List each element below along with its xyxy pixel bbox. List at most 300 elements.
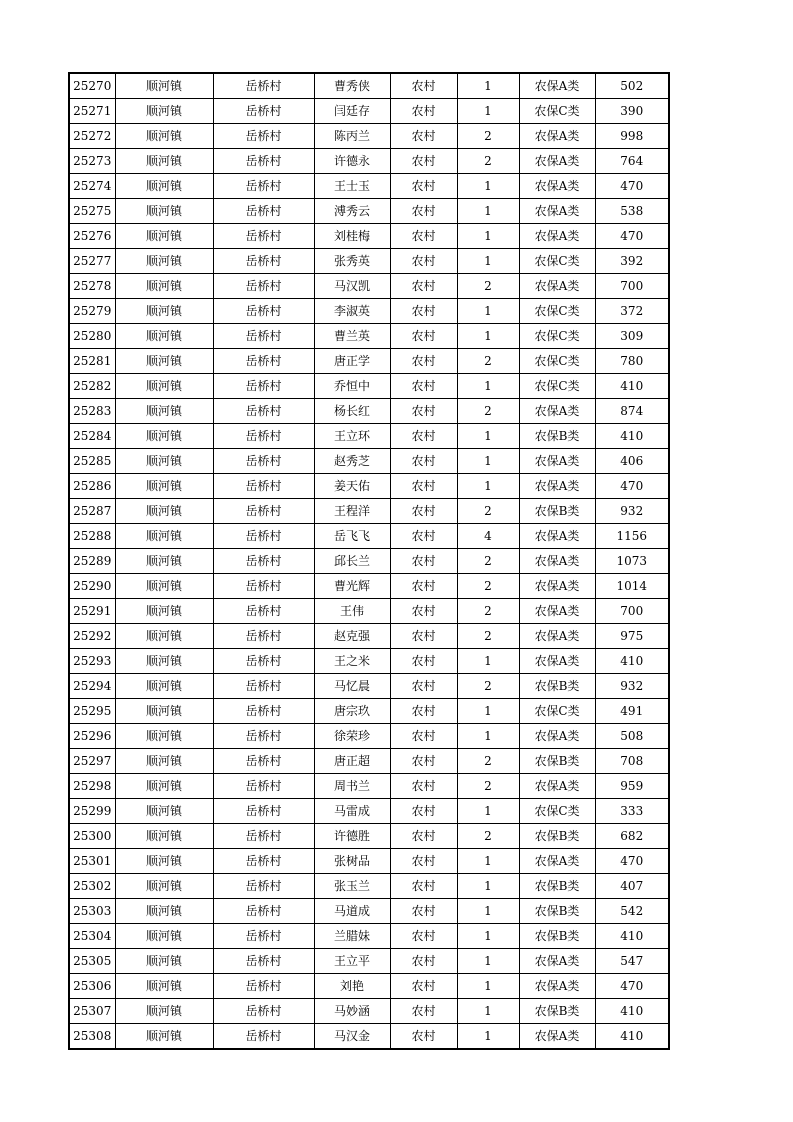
table-row xyxy=(69,249,669,274)
name-cell: 王立环 xyxy=(314,424,390,449)
town-cell: 顺河镇 xyxy=(115,174,213,199)
town-cell: 顺河镇 xyxy=(115,749,213,774)
amount-cell: 470 xyxy=(595,849,669,874)
category-cell: 农保B类 xyxy=(519,674,595,699)
amount-cell: 780 xyxy=(595,349,669,374)
village-cell: 岳桥村 xyxy=(213,99,314,124)
serial-cell: 25275 xyxy=(69,199,115,224)
table-row xyxy=(69,824,669,849)
name-cell: 杨长红 xyxy=(314,399,390,424)
town-cell: 顺河镇 xyxy=(115,874,213,899)
name-cell: 马汉凯 xyxy=(314,274,390,299)
village-cell: 岳桥村 xyxy=(213,974,314,999)
amount-cell: 1156 xyxy=(595,524,669,549)
table-row xyxy=(69,924,669,949)
table-row xyxy=(69,574,669,599)
town-cell: 顺河镇 xyxy=(115,149,213,174)
category-cell: 农保A类 xyxy=(519,224,595,249)
category-cell: 农保A类 xyxy=(519,649,595,674)
member-count-cell: 2 xyxy=(457,574,519,599)
village-cell: 岳桥村 xyxy=(213,249,314,274)
member-count-cell: 2 xyxy=(457,399,519,424)
name-cell: 唐正学 xyxy=(314,349,390,374)
category-cell: 农保A类 xyxy=(519,199,595,224)
name-cell: 溥秀云 xyxy=(314,199,390,224)
amount-cell: 390 xyxy=(595,99,669,124)
name-cell: 张玉兰 xyxy=(314,874,390,899)
member-count-cell: 1 xyxy=(457,849,519,874)
name-cell: 张秀英 xyxy=(314,249,390,274)
member-count-cell: 1 xyxy=(457,199,519,224)
amount-cell: 700 xyxy=(595,599,669,624)
household-type-cell: 农村 xyxy=(390,274,457,299)
name-cell: 周书兰 xyxy=(314,774,390,799)
member-count-cell: 2 xyxy=(457,674,519,699)
household-type-cell: 农村 xyxy=(390,524,457,549)
amount-cell: 975 xyxy=(595,624,669,649)
member-count-cell: 1 xyxy=(457,224,519,249)
name-cell: 李淑英 xyxy=(314,299,390,324)
town-cell: 顺河镇 xyxy=(115,849,213,874)
household-type-cell: 农村 xyxy=(390,474,457,499)
household-type-cell: 农村 xyxy=(390,974,457,999)
category-cell: 农保C类 xyxy=(519,324,595,349)
table-row xyxy=(69,149,669,174)
village-cell: 岳桥村 xyxy=(213,449,314,474)
village-cell: 岳桥村 xyxy=(213,474,314,499)
category-cell: 农保A类 xyxy=(519,149,595,174)
table-row xyxy=(69,449,669,474)
category-cell: 农保A类 xyxy=(519,449,595,474)
village-cell: 岳桥村 xyxy=(213,724,314,749)
amount-cell: 410 xyxy=(595,649,669,674)
category-cell: 农保C类 xyxy=(519,374,595,399)
member-count-cell: 1 xyxy=(457,799,519,824)
category-cell: 农保A类 xyxy=(519,574,595,599)
member-count-cell: 1 xyxy=(457,449,519,474)
category-cell: 农保A类 xyxy=(519,624,595,649)
name-cell: 赵克强 xyxy=(314,624,390,649)
village-cell: 岳桥村 xyxy=(213,849,314,874)
town-cell: 顺河镇 xyxy=(115,399,213,424)
household-type-cell: 农村 xyxy=(390,1024,457,1050)
table-row xyxy=(69,874,669,899)
member-count-cell: 2 xyxy=(457,774,519,799)
category-cell: 农保C类 xyxy=(519,299,595,324)
table-row xyxy=(69,274,669,299)
name-cell: 岳飞飞 xyxy=(314,524,390,549)
town-cell: 顺河镇 xyxy=(115,724,213,749)
table-row xyxy=(69,549,669,574)
town-cell: 顺河镇 xyxy=(115,899,213,924)
table-row xyxy=(69,674,669,699)
village-cell: 岳桥村 xyxy=(213,649,314,674)
table-row xyxy=(69,799,669,824)
village-cell: 岳桥村 xyxy=(213,824,314,849)
member-count-cell: 2 xyxy=(457,149,519,174)
serial-cell: 25295 xyxy=(69,699,115,724)
town-cell: 顺河镇 xyxy=(115,499,213,524)
village-cell: 岳桥村 xyxy=(213,774,314,799)
table-row xyxy=(69,224,669,249)
table-row xyxy=(69,299,669,324)
member-count-cell: 1 xyxy=(457,374,519,399)
name-cell: 马汉金 xyxy=(314,1024,390,1050)
serial-cell: 25293 xyxy=(69,649,115,674)
serial-cell: 25301 xyxy=(69,849,115,874)
household-type-cell: 农村 xyxy=(390,699,457,724)
member-count-cell: 2 xyxy=(457,499,519,524)
household-type-cell: 农村 xyxy=(390,424,457,449)
category-cell: 农保B类 xyxy=(519,424,595,449)
name-cell: 曹光辉 xyxy=(314,574,390,599)
household-type-cell: 农村 xyxy=(390,449,457,474)
household-type-cell: 农村 xyxy=(390,349,457,374)
town-cell: 顺河镇 xyxy=(115,274,213,299)
amount-cell: 333 xyxy=(595,799,669,824)
table-row xyxy=(69,399,669,424)
amount-cell: 470 xyxy=(595,474,669,499)
amount-cell: 406 xyxy=(595,449,669,474)
table-row xyxy=(69,599,669,624)
household-type-cell: 农村 xyxy=(390,624,457,649)
town-cell: 顺河镇 xyxy=(115,774,213,799)
member-count-cell: 1 xyxy=(457,299,519,324)
name-cell: 唐宗玖 xyxy=(314,699,390,724)
category-cell: 农保B类 xyxy=(519,749,595,774)
table-row xyxy=(69,774,669,799)
serial-cell: 25284 xyxy=(69,424,115,449)
amount-cell: 410 xyxy=(595,924,669,949)
table-row xyxy=(69,424,669,449)
amount-cell: 764 xyxy=(595,149,669,174)
member-count-cell: 1 xyxy=(457,174,519,199)
member-count-cell: 1 xyxy=(457,999,519,1024)
category-cell: 农保A类 xyxy=(519,1024,595,1050)
serial-cell: 25273 xyxy=(69,149,115,174)
household-type-cell: 农村 xyxy=(390,299,457,324)
table-row xyxy=(69,524,669,549)
town-cell: 顺河镇 xyxy=(115,324,213,349)
amount-cell: 998 xyxy=(595,124,669,149)
town-cell: 顺河镇 xyxy=(115,349,213,374)
town-cell: 顺河镇 xyxy=(115,374,213,399)
table-row xyxy=(69,899,669,924)
name-cell: 王士玉 xyxy=(314,174,390,199)
serial-cell: 25289 xyxy=(69,549,115,574)
town-cell: 顺河镇 xyxy=(115,249,213,274)
category-cell: 农保B类 xyxy=(519,874,595,899)
household-type-cell: 农村 xyxy=(390,99,457,124)
village-cell: 岳桥村 xyxy=(213,399,314,424)
village-cell: 岳桥村 xyxy=(213,149,314,174)
serial-cell: 25271 xyxy=(69,99,115,124)
member-count-cell: 2 xyxy=(457,624,519,649)
serial-cell: 25290 xyxy=(69,574,115,599)
household-type-cell: 农村 xyxy=(390,849,457,874)
category-cell: 农保B类 xyxy=(519,824,595,849)
name-cell: 马妙涵 xyxy=(314,999,390,1024)
amount-cell: 407 xyxy=(595,874,669,899)
amount-cell: 959 xyxy=(595,774,669,799)
serial-cell: 25281 xyxy=(69,349,115,374)
household-type-cell: 农村 xyxy=(390,574,457,599)
household-type-cell: 农村 xyxy=(390,174,457,199)
village-cell: 岳桥村 xyxy=(213,199,314,224)
serial-cell: 25296 xyxy=(69,724,115,749)
member-count-cell: 1 xyxy=(457,424,519,449)
amount-cell: 538 xyxy=(595,199,669,224)
village-cell: 岳桥村 xyxy=(213,524,314,549)
name-cell: 乔恒中 xyxy=(314,374,390,399)
village-cell: 岳桥村 xyxy=(213,274,314,299)
serial-cell: 25282 xyxy=(69,374,115,399)
name-cell: 邱长兰 xyxy=(314,549,390,574)
category-cell: 农保A类 xyxy=(519,549,595,574)
roster-body xyxy=(69,73,669,1049)
amount-cell: 932 xyxy=(595,674,669,699)
table-row xyxy=(69,374,669,399)
household-type-cell: 农村 xyxy=(390,149,457,174)
member-count-cell: 1 xyxy=(457,924,519,949)
table-row xyxy=(69,124,669,149)
town-cell: 顺河镇 xyxy=(115,799,213,824)
town-cell: 顺河镇 xyxy=(115,199,213,224)
member-count-cell: 1 xyxy=(457,724,519,749)
name-cell: 刘艳 xyxy=(314,974,390,999)
household-type-cell: 农村 xyxy=(390,724,457,749)
member-count-cell: 1 xyxy=(457,699,519,724)
village-cell: 岳桥村 xyxy=(213,424,314,449)
serial-cell: 25272 xyxy=(69,124,115,149)
serial-cell: 25278 xyxy=(69,274,115,299)
household-type-cell: 农村 xyxy=(390,999,457,1024)
town-cell: 顺河镇 xyxy=(115,449,213,474)
name-cell: 姜天佑 xyxy=(314,474,390,499)
serial-cell: 25304 xyxy=(69,924,115,949)
member-count-cell: 1 xyxy=(457,649,519,674)
household-type-cell: 农村 xyxy=(390,399,457,424)
serial-cell: 25299 xyxy=(69,799,115,824)
town-cell: 顺河镇 xyxy=(115,224,213,249)
category-cell: 农保B类 xyxy=(519,499,595,524)
category-cell: 农保A类 xyxy=(519,774,595,799)
household-type-cell: 农村 xyxy=(390,799,457,824)
amount-cell: 309 xyxy=(595,324,669,349)
amount-cell: 410 xyxy=(595,999,669,1024)
member-count-cell: 1 xyxy=(457,1024,519,1050)
amount-cell: 1073 xyxy=(595,549,669,574)
amount-cell: 470 xyxy=(595,174,669,199)
household-type-cell: 农村 xyxy=(390,199,457,224)
table-row xyxy=(69,849,669,874)
household-type-cell: 农村 xyxy=(390,324,457,349)
village-cell: 岳桥村 xyxy=(213,749,314,774)
town-cell: 顺河镇 xyxy=(115,299,213,324)
table-row xyxy=(69,949,669,974)
category-cell: 农保C类 xyxy=(519,99,595,124)
village-cell: 岳桥村 xyxy=(213,699,314,724)
serial-cell: 25303 xyxy=(69,899,115,924)
amount-cell: 682 xyxy=(595,824,669,849)
member-count-cell: 2 xyxy=(457,549,519,574)
member-count-cell: 1 xyxy=(457,899,519,924)
member-count-cell: 2 xyxy=(457,824,519,849)
serial-cell: 25294 xyxy=(69,674,115,699)
village-cell: 岳桥村 xyxy=(213,674,314,699)
amount-cell: 708 xyxy=(595,749,669,774)
serial-cell: 25285 xyxy=(69,449,115,474)
household-type-cell: 农村 xyxy=(390,599,457,624)
category-cell: 农保B类 xyxy=(519,999,595,1024)
village-cell: 岳桥村 xyxy=(213,999,314,1024)
serial-cell: 25287 xyxy=(69,499,115,524)
amount-cell: 502 xyxy=(595,73,669,99)
serial-cell: 25292 xyxy=(69,624,115,649)
village-cell: 岳桥村 xyxy=(213,574,314,599)
serial-cell: 25305 xyxy=(69,949,115,974)
name-cell: 王伟 xyxy=(314,599,390,624)
town-cell: 顺河镇 xyxy=(115,424,213,449)
village-cell: 岳桥村 xyxy=(213,374,314,399)
member-count-cell: 1 xyxy=(457,949,519,974)
village-cell: 岳桥村 xyxy=(213,324,314,349)
household-type-cell: 农村 xyxy=(390,899,457,924)
town-cell: 顺河镇 xyxy=(115,524,213,549)
member-count-cell: 1 xyxy=(457,99,519,124)
town-cell: 顺河镇 xyxy=(115,824,213,849)
category-cell: 农保B类 xyxy=(519,899,595,924)
category-cell: 农保A类 xyxy=(519,124,595,149)
member-count-cell: 2 xyxy=(457,599,519,624)
household-type-cell: 农村 xyxy=(390,73,457,99)
table-row xyxy=(69,73,669,99)
town-cell: 顺河镇 xyxy=(115,999,213,1024)
village-cell: 岳桥村 xyxy=(213,124,314,149)
amount-cell: 410 xyxy=(595,1024,669,1050)
category-cell: 农保C类 xyxy=(519,699,595,724)
village-cell: 岳桥村 xyxy=(213,799,314,824)
category-cell: 农保C类 xyxy=(519,249,595,274)
name-cell: 许德永 xyxy=(314,149,390,174)
village-cell: 岳桥村 xyxy=(213,73,314,99)
category-cell: 农保B类 xyxy=(519,924,595,949)
table-row xyxy=(69,649,669,674)
village-cell: 岳桥村 xyxy=(213,924,314,949)
category-cell: 农保A类 xyxy=(519,174,595,199)
name-cell: 马忆晨 xyxy=(314,674,390,699)
amount-cell: 410 xyxy=(595,424,669,449)
household-type-cell: 农村 xyxy=(390,924,457,949)
amount-cell: 372 xyxy=(595,299,669,324)
member-count-cell: 2 xyxy=(457,124,519,149)
town-cell: 顺河镇 xyxy=(115,474,213,499)
town-cell: 顺河镇 xyxy=(115,574,213,599)
household-type-cell: 农村 xyxy=(390,649,457,674)
household-type-cell: 农村 xyxy=(390,674,457,699)
name-cell: 徐荣珍 xyxy=(314,724,390,749)
table-row xyxy=(69,749,669,774)
category-cell: 农保A类 xyxy=(519,599,595,624)
name-cell: 陈丙兰 xyxy=(314,124,390,149)
village-cell: 岳桥村 xyxy=(213,499,314,524)
village-cell: 岳桥村 xyxy=(213,549,314,574)
amount-cell: 542 xyxy=(595,899,669,924)
amount-cell: 410 xyxy=(595,374,669,399)
serial-cell: 25300 xyxy=(69,824,115,849)
serial-cell: 25297 xyxy=(69,749,115,774)
name-cell: 唐正超 xyxy=(314,749,390,774)
amount-cell: 874 xyxy=(595,399,669,424)
table-row xyxy=(69,499,669,524)
table-row xyxy=(69,724,669,749)
table-row xyxy=(69,174,669,199)
amount-cell: 491 xyxy=(595,699,669,724)
town-cell: 顺河镇 xyxy=(115,99,213,124)
serial-cell: 25280 xyxy=(69,324,115,349)
name-cell: 马道成 xyxy=(314,899,390,924)
household-type-cell: 农村 xyxy=(390,499,457,524)
name-cell: 赵秀芝 xyxy=(314,449,390,474)
village-cell: 岳桥村 xyxy=(213,299,314,324)
serial-cell: 25302 xyxy=(69,874,115,899)
serial-cell: 25279 xyxy=(69,299,115,324)
category-cell: 农保A类 xyxy=(519,524,595,549)
category-cell: 农保A类 xyxy=(519,724,595,749)
member-count-cell: 2 xyxy=(457,274,519,299)
member-count-cell: 1 xyxy=(457,974,519,999)
name-cell: 曹兰英 xyxy=(314,324,390,349)
household-type-cell: 农村 xyxy=(390,374,457,399)
name-cell: 刘桂梅 xyxy=(314,224,390,249)
serial-cell: 25306 xyxy=(69,974,115,999)
amount-cell: 932 xyxy=(595,499,669,524)
household-type-cell: 农村 xyxy=(390,549,457,574)
category-cell: 农保C类 xyxy=(519,799,595,824)
name-cell: 许德胜 xyxy=(314,824,390,849)
category-cell: 农保A类 xyxy=(519,849,595,874)
member-count-cell: 2 xyxy=(457,349,519,374)
household-type-cell: 农村 xyxy=(390,949,457,974)
table-row xyxy=(69,474,669,499)
category-cell: 农保A类 xyxy=(519,949,595,974)
name-cell: 王程洋 xyxy=(314,499,390,524)
roster-table xyxy=(68,72,670,1050)
table-row xyxy=(69,99,669,124)
name-cell: 闫廷存 xyxy=(314,99,390,124)
town-cell: 顺河镇 xyxy=(115,73,213,99)
amount-cell: 470 xyxy=(595,224,669,249)
town-cell: 顺河镇 xyxy=(115,1024,213,1050)
town-cell: 顺河镇 xyxy=(115,699,213,724)
town-cell: 顺河镇 xyxy=(115,649,213,674)
table-row xyxy=(69,974,669,999)
household-type-cell: 农村 xyxy=(390,124,457,149)
category-cell: 农保A类 xyxy=(519,974,595,999)
serial-cell: 25283 xyxy=(69,399,115,424)
member-count-cell: 1 xyxy=(457,874,519,899)
town-cell: 顺河镇 xyxy=(115,674,213,699)
village-cell: 岳桥村 xyxy=(213,1024,314,1050)
household-type-cell: 农村 xyxy=(390,824,457,849)
table-row xyxy=(69,699,669,724)
member-count-cell: 1 xyxy=(457,474,519,499)
name-cell: 马雷成 xyxy=(314,799,390,824)
name-cell: 兰腊妹 xyxy=(314,924,390,949)
town-cell: 顺河镇 xyxy=(115,974,213,999)
household-type-cell: 农村 xyxy=(390,749,457,774)
household-type-cell: 农村 xyxy=(390,874,457,899)
